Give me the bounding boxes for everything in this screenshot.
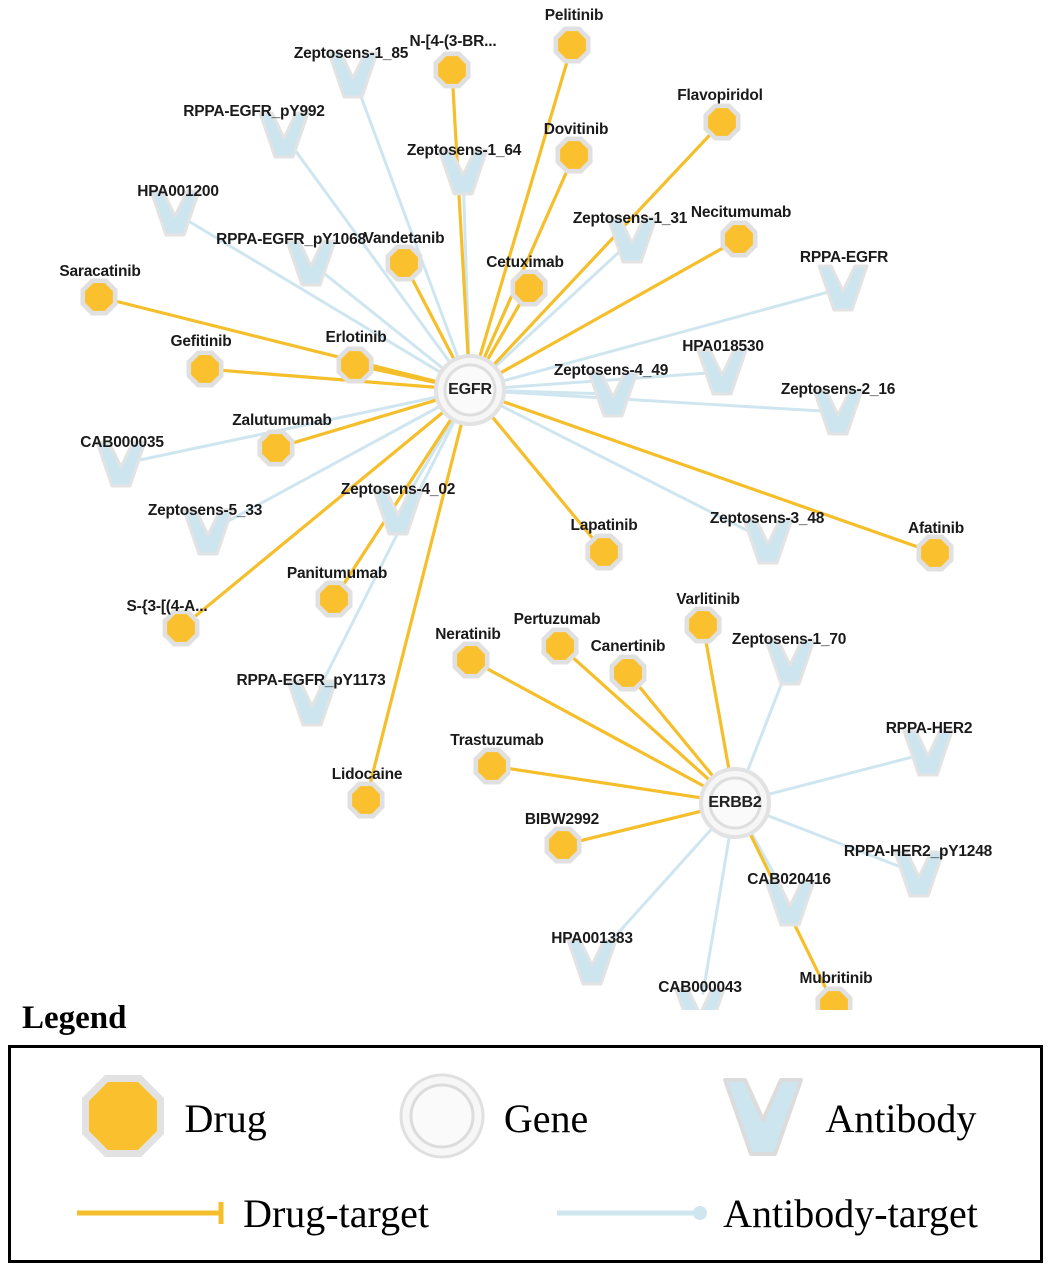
node-label: Lidocaine bbox=[331, 766, 403, 783]
edge bbox=[502, 392, 820, 411]
antibody-node[interactable] bbox=[819, 266, 867, 310]
drug-node[interactable] bbox=[545, 827, 582, 864]
drug-node[interactable] bbox=[81, 279, 118, 316]
drug-octagon-icon bbox=[546, 632, 574, 660]
drug-node[interactable] bbox=[386, 245, 423, 282]
drug-node[interactable] bbox=[586, 534, 623, 571]
node-label: Cetuximab bbox=[486, 254, 564, 271]
drug-octagon-icon bbox=[457, 646, 485, 674]
legend-node-row bbox=[11, 1068, 1040, 1168]
gene-circle-icon bbox=[394, 1068, 490, 1169]
drug-node[interactable] bbox=[187, 351, 224, 388]
drug-octagon-icon bbox=[167, 614, 195, 642]
legend-item-drug-target bbox=[73, 1190, 429, 1237]
drug-node[interactable] bbox=[917, 535, 954, 572]
node-label: Trastuzumab bbox=[450, 732, 544, 749]
node-label: Zeptosens-1_64 bbox=[406, 142, 522, 159]
drug-node[interactable] bbox=[453, 642, 490, 679]
node-label: RPPA-EGFR_pY992 bbox=[183, 103, 325, 120]
antibody-node[interactable] bbox=[698, 350, 746, 394]
legend-label-gene: Gene bbox=[503, 1095, 589, 1141]
legend bbox=[0, 1000, 1059, 1280]
antibody-chevron-icon bbox=[819, 266, 867, 310]
node-label: ERBB2 bbox=[708, 794, 762, 811]
node-label: RPPA-HER2_pY1248 bbox=[843, 843, 993, 860]
drug-node[interactable] bbox=[685, 607, 722, 644]
drug-octagon-icon bbox=[725, 225, 753, 253]
drug-octagon-icon bbox=[390, 249, 418, 277]
node-label: Zalutumumab bbox=[232, 412, 332, 429]
node-label: Lapatinib bbox=[570, 517, 638, 534]
node-label: RPPA-HER2 bbox=[885, 720, 973, 737]
drug-octagon-icon bbox=[560, 141, 588, 169]
drug-node[interactable] bbox=[337, 347, 374, 384]
node-label: Vandetanib bbox=[363, 230, 445, 247]
node-label: Mubritinib bbox=[799, 970, 873, 987]
node-label: Flavopiridol bbox=[677, 87, 763, 104]
node-label: Afatinib bbox=[907, 520, 965, 537]
legend-label-drug-target: Drug-target bbox=[243, 1190, 429, 1236]
legend-label-antibody-target: Antibody-target bbox=[723, 1190, 978, 1236]
node-label: Canertinib bbox=[590, 638, 666, 655]
legend-item-antibody bbox=[715, 1068, 976, 1169]
edge bbox=[706, 643, 729, 772]
drug-octagon-icon bbox=[85, 283, 113, 311]
node-label: EGFR bbox=[448, 381, 492, 398]
legend-item-drug bbox=[75, 1068, 267, 1169]
node-label: Zeptosens-1_85 bbox=[293, 45, 409, 62]
node-label: Saracatinib bbox=[59, 263, 141, 280]
node-label: Neratinib bbox=[435, 626, 501, 643]
drug-node[interactable] bbox=[610, 655, 647, 692]
legend-item-antibody-target bbox=[553, 1190, 978, 1237]
edge bbox=[510, 769, 704, 798]
drug-node[interactable] bbox=[554, 27, 591, 64]
node-label: BIBW2992 bbox=[524, 811, 600, 828]
drug-octagon-icon bbox=[262, 434, 290, 462]
edge bbox=[766, 758, 911, 795]
node-label: RPPA-EGFR bbox=[799, 249, 889, 266]
node-label: N-[4-(3-BR... bbox=[409, 33, 497, 50]
legend-title: Legend bbox=[22, 1000, 127, 1036]
antibody-target-edge-icon bbox=[553, 1198, 713, 1228]
antibody-chevron-icon bbox=[698, 350, 746, 394]
drug-octagon-icon bbox=[352, 786, 380, 814]
node-label: Zeptosens-4_02 bbox=[340, 481, 456, 498]
node-label: Zeptosens-1_70 bbox=[731, 631, 847, 648]
node-label: CAB020416 bbox=[747, 871, 831, 888]
node-label: CAB000035 bbox=[80, 434, 164, 451]
legend-label-antibody: Antibody bbox=[825, 1095, 977, 1141]
drug-node[interactable] bbox=[316, 581, 353, 618]
legend-box bbox=[8, 1045, 1043, 1263]
drug-node[interactable] bbox=[348, 782, 385, 819]
drug-octagon-icon bbox=[320, 585, 348, 613]
node-label: Panitumumab bbox=[286, 565, 388, 582]
antibody-chevron-icon bbox=[715, 1068, 811, 1169]
edge bbox=[747, 679, 784, 773]
drug-octagon-icon bbox=[341, 351, 369, 379]
node-label: Zeptosens-1_31 bbox=[572, 210, 688, 227]
drug-target-edge-icon bbox=[73, 1198, 233, 1228]
node-label: Necitumumab bbox=[690, 204, 792, 221]
legend-label-drug: Drug bbox=[184, 1095, 267, 1141]
drug-octagon-icon bbox=[515, 274, 543, 302]
drug-octagon-icon bbox=[614, 659, 642, 687]
node-label: S-{3-[(4-A... bbox=[126, 598, 208, 615]
node-label: Zeptosens-2_16 bbox=[780, 381, 896, 398]
drug-octagon-icon bbox=[689, 611, 717, 639]
drug-octagon-icon bbox=[75, 1068, 171, 1169]
drug-node[interactable] bbox=[511, 270, 548, 307]
node-label: Pelitinib bbox=[544, 7, 604, 24]
node-label: Erlotinib bbox=[325, 329, 387, 346]
node-label: HPA001200 bbox=[137, 183, 219, 200]
node-label: Zeptosens-3_48 bbox=[709, 510, 825, 527]
node-label: HPA001383 bbox=[551, 930, 633, 947]
drug-node[interactable] bbox=[258, 430, 295, 467]
node-label: Pertuzumab bbox=[513, 611, 601, 628]
drug-octagon-icon bbox=[438, 56, 466, 84]
node-label: RPPA-EGFR_pY1173 bbox=[236, 672, 386, 689]
drug-octagon-icon bbox=[478, 752, 506, 780]
drug-node[interactable] bbox=[434, 52, 471, 89]
edge bbox=[639, 687, 714, 778]
edge bbox=[703, 835, 730, 994]
legend-edge-row bbox=[11, 1178, 1040, 1248]
drug-octagon-icon bbox=[708, 108, 736, 136]
drug-node[interactable] bbox=[704, 104, 741, 141]
drug-octagon-icon bbox=[590, 538, 618, 566]
edge bbox=[344, 417, 453, 584]
edge bbox=[359, 92, 459, 360]
node-label: Zeptosens-4_49 bbox=[553, 362, 669, 379]
node-label: Zeptosens-5_33 bbox=[147, 502, 263, 519]
node-label: Dovitinib bbox=[543, 121, 609, 138]
node-label: RPPA-EGFR_pY1068 bbox=[216, 231, 366, 248]
drug-octagon-icon bbox=[191, 355, 219, 383]
edge bbox=[373, 369, 439, 383]
drug-octagon-icon bbox=[558, 31, 586, 59]
drug-node[interactable] bbox=[721, 221, 758, 258]
legend-item-gene bbox=[394, 1068, 588, 1169]
drug-node[interactable] bbox=[474, 748, 511, 785]
node-label: Varlitinib bbox=[676, 591, 740, 608]
drug-octagon-icon bbox=[921, 539, 949, 567]
node-label: HPA018530 bbox=[682, 338, 764, 355]
node-label: Gefitinib bbox=[170, 333, 232, 350]
node-label: CAB000043 bbox=[658, 979, 742, 996]
drug-node[interactable] bbox=[556, 137, 593, 174]
edge bbox=[479, 62, 567, 359]
drug-octagon-icon bbox=[549, 831, 577, 859]
drug-node[interactable] bbox=[542, 628, 579, 665]
